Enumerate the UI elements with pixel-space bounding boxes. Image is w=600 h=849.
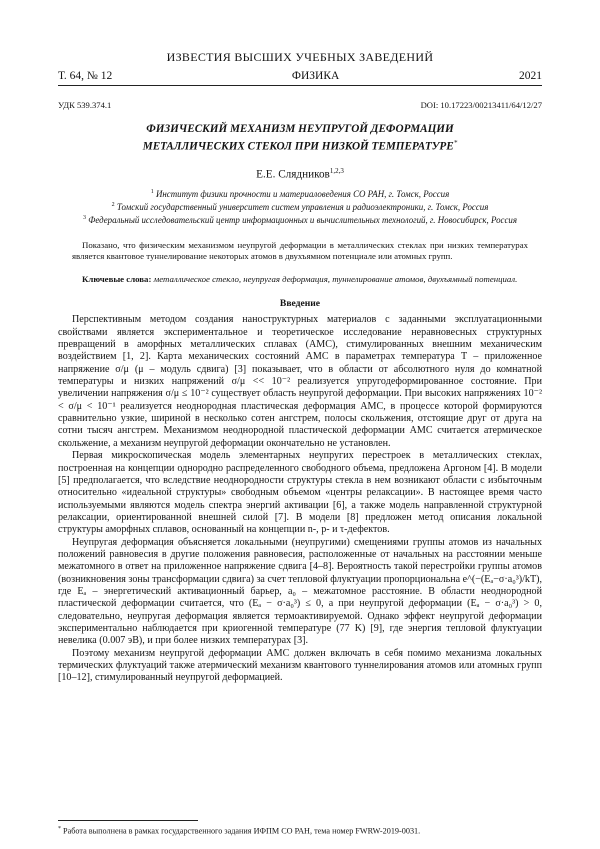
keywords bbox=[72, 274, 528, 285]
journal-name: ИЗВЕСТИЯ ВЫСШИХ УЧЕБНЫХ ЗАВЕДЕНИЙ bbox=[166, 50, 434, 64]
footnote-text: Работа выполнена в рамках государственного задания ИФПМ СО РАН, тема номер FWRW-2019-0031. bbox=[63, 826, 421, 836]
intro-paragraph-1: Перспективным методом создания наноструктурных материалов с заданными эксплуатационными свойствами является экспериментальное и теоретическое исследование неравновесных структурных превращений в аморфных металлических сплавах (АМС), стимулированных внешним механическим воздействием [1, 2]. Карта механических состояний АМС в параметрах температура T – приложенное напряжение σ/μ (μ – модуль сдвига) [3] показывает, что в области от абсолютного нуля до комнатной температуры и низких напряжений σ/μ << 10⁻² реализуется упругодеформированное состояние. При увеличении напряжения σ/μ ≤ 10⁻² существует область неупругой деформации. При высоких напряжениях 10⁻² < σ/μ < 10⁻¹ реализуется неоднородная пластическая деформация АМС, в процессе которой формируются сравнительно узкие, шириной в несколько сотен ангстрем, полосы скольжения, отстоящие друг от друга на сотни тысяч ангстрем. Механизмом неоднородной пластической деформации АМС считается атермическое скольжение, а механизм неупругой деформации окончательно не установлен. bbox=[58, 314, 542, 449]
title-line-1: ФИЗИЧЕСКИЙ МЕХАНИЗМ НЕУПРУГОЙ ДЕФОРМАЦИИ bbox=[146, 123, 454, 135]
section-heading-intro: Введение bbox=[279, 298, 321, 310]
affiliations bbox=[58, 187, 542, 226]
journal-subject: ФИЗИКА bbox=[291, 70, 340, 82]
footnote bbox=[58, 826, 542, 836]
article-title bbox=[58, 122, 542, 154]
affiliation-1: $^1$ Институт физики прочности и материаловедения СО РАН, г. Томск, Россия bbox=[150, 189, 450, 200]
udc-code: УДК 539.374.1 bbox=[58, 100, 112, 110]
intro-body bbox=[58, 314, 542, 684]
title-footnote-mark[interactable]: * bbox=[453, 139, 458, 147]
doi-link[interactable]: DOI: 10.17223/00213411/64/12/27 bbox=[420, 100, 542, 110]
author-name: Е.Е. Слядников bbox=[256, 168, 330, 181]
abstract: Показано, что физическим механизмом неупругой деформации в металлических стеклах при низких температурах является квантовое туннелирование некоторых атомов в двухъямном потенциале или атомных групп. bbox=[72, 240, 528, 262]
author-affil-marks: 1,2,3 bbox=[329, 166, 344, 175]
intro-paragraph-3: Неупругая деформация объясняется локальными (неупругими) смещениями группы атомов из начальных положений равновесия в другие положения равновесия, расположенные от начальных на расстоянии меньше межатомного в ответ на приложенное напряжение сдвига [4–8]. Вероятность такой перестройки группы атомов (возникновения зоны трансформации сдвига) за счет тепловой флуктуации пропорциональна e^(−(Eₐ−σ·a₀³)/kT), где Eₐ – энергетический активационный барьер, a₀ – межатомное расстояние. В области неоднородной пластической деформации считается, что (Eₐ − σ·a₀³) ≤ 0, а при неупругой деформации (Eₐ − σ·a₀³) > 0, следовательно, неупругая деформация является термоактивируемой. Однако эффект неупругой деформации экспериментально наблюдается при криогенной температуре (77 K) [9], где энергия тепловой флуктуации невелика (0.007 эВ), и при более низких температурах [3]. bbox=[58, 536, 542, 647]
volume-issue: Т. 64, № 12 bbox=[58, 70, 113, 82]
author-line bbox=[58, 167, 542, 181]
affiliation-2: $^2$ Томский государственный университет систем управления и радиоэлектроники, г. Томск, Россия bbox=[111, 202, 489, 213]
footnote-divider bbox=[58, 820, 198, 821]
intro-paragraph-4: Поэтому механизм неупругой деформации АМС должен включать в себя помимо механизма локальных термических флуктуаций также атермический механизм квантового туннелирования атомов или атомных групп [10–12], стимулированный неупругой деформацией. bbox=[58, 647, 542, 684]
keywords-list: металлическое стекло, неупругая деформация, туннелирование атомов, двухъямный потенциал. bbox=[153, 274, 518, 285]
journal-info-row bbox=[58, 70, 542, 86]
keywords-label: Ключевые слова: bbox=[82, 274, 152, 285]
affiliation-3: $^3$ Федеральный исследовательский центр информационных и вычислительных технологий, г. Новосибирск, Россия bbox=[83, 215, 517, 226]
footnote-mark: * bbox=[58, 826, 61, 832]
article-meta-row bbox=[58, 100, 542, 110]
journal-year: 2021 bbox=[518, 70, 542, 82]
intro-paragraph-2: Первая микроскопическая модель элементарных неупругих перестроек в металлических стеклах, построенная на концепции однородно распределенного свободного объема, предложена Аргоном [4]. В модели [5] предполагается, что вследствие неоднородности структуры стекла в нем возникают области с избыточным относительно «идеальной структуры» свободным объемом «центры релаксации». В настоящее время часто используемыми являются модель спектра энергий активации [6], а также модель направленной структурной релаксации, ориентированной внешней силой [7]. В модели [8] предложен метод описания локальной структуры аморфных сплавов, основанный на концепции n-, p- и τ-дефектов. bbox=[58, 450, 542, 536]
title-line-2: МЕТАЛЛИЧЕСКИХ СТЕКОЛ ПРИ НИЗКОЙ ТЕМПЕРАТУРЕ* bbox=[142, 139, 458, 153]
